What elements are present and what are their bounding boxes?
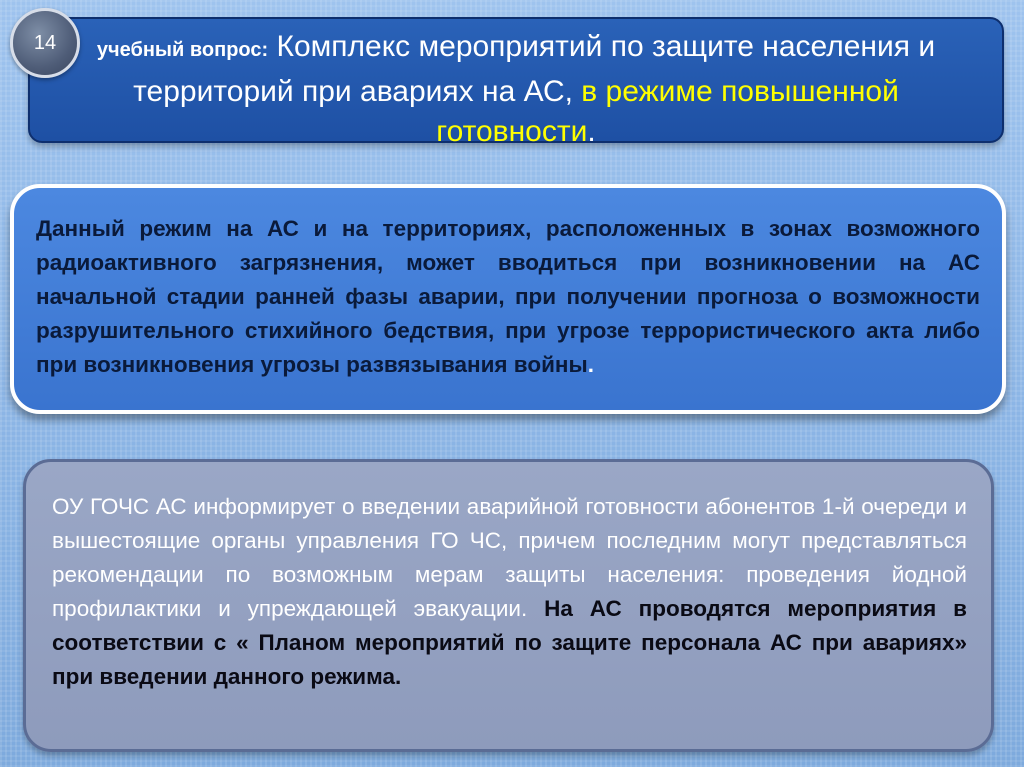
title-highlight-part1: в режиме повышенной [572, 75, 899, 108]
slide-number-badge: 14 [10, 8, 80, 78]
regime-description-text [36, 212, 980, 382]
title-line-3 [70, 114, 962, 150]
regime-description: Данный режим на АС и на территориях, расположенных в зонах возможного радиоактивного загрязнения, может вводиться при возникновении на АС начальной стадии ранней фазы аварии, при получении прогноза о возможности разрушительного стихийного бедствия, при угрозе террористического акта либо при возникновения угрозы развязывания войны [36, 216, 980, 377]
measures-box [23, 459, 994, 752]
title-main-part2: территорий при авариях на АС, [133, 75, 573, 108]
notification-text: ОУ ГОЧС АС информирует о введении аварийной готовности абонентов 1-й очереди и вышестоящие органы управления ГО ЧС, причем последним могут представляться рекомендации по возможным мерам защиты населения: проведения йодной профилактики и упреждающей эвакуации. [52, 494, 967, 621]
title-line-2 [70, 70, 962, 114]
regime-description-end: . [587, 352, 594, 377]
title-highlight-part2: готовности [436, 115, 588, 148]
regime-description-box [10, 184, 1006, 414]
plan-measures-text: На АС проводятся мероприятия в соответствии с « Планом мероприятий по защите персонала АС при авариях» при введении данного режима. [52, 596, 967, 689]
title-end-dot: . [587, 115, 596, 148]
title-main-part1: Комплекс мероприятий по защите населения и [268, 30, 936, 63]
question-label: учебный вопрос: [96, 39, 269, 61]
title-box [28, 17, 1004, 148]
title-line-1 [70, 27, 962, 70]
measures-text [52, 490, 967, 694]
